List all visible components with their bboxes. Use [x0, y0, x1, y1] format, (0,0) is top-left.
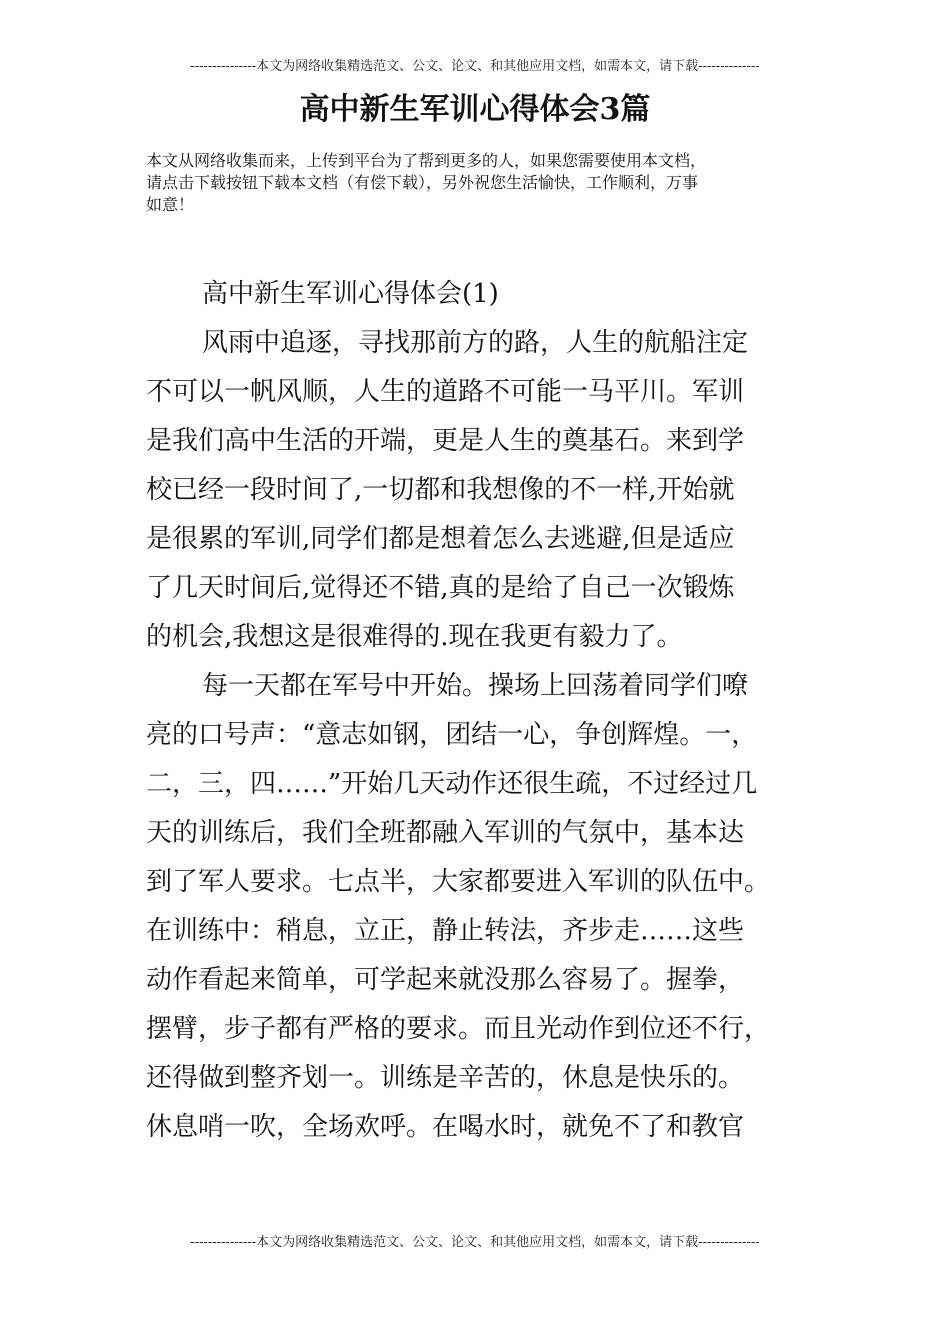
- intro-line: 本文从网络收集而来，上传到平台为了帮到更多的人，如果您需要使用本文档，: [146, 151, 707, 170]
- body-line: 是很累的军训,同学们都是想着怎么去逃避,但是适应: [146, 524, 735, 554]
- body-line: 了几天时间后,觉得还不错,真的是给了自己一次锻炼: [146, 573, 735, 603]
- body-line: 的机会,我想这是很难得的.现在我更有毅力了。: [146, 622, 683, 652]
- body-line: 休息哨一吹，全场欢呼。在喝水时，就免不了和教官: [146, 1112, 745, 1142]
- body-line: 不可以一帆风顺，人生的道路不可能一马平川。军训: [146, 377, 745, 407]
- essay-body: [146, 321, 810, 1154]
- body-line: 在训练中：稍息，立正，静止转法，齐步走……这些: [146, 916, 745, 946]
- body-line: 校已经一段时间了,一切都和我想像的不一样,开始就: [146, 475, 735, 505]
- body-line: 摆臂，步子都有严格的要求。而且光动作到位还不行，: [146, 1014, 771, 1044]
- body-line: 动作看起来简单，可学起来就没那么容易了。握拳，: [146, 965, 745, 995]
- intro-line: 如意！: [146, 195, 195, 214]
- body-line: 风雨中追逐，寻找那前方的路，人生的航船注定: [202, 328, 749, 358]
- body-line: 到了军人要求。七点半，大家都要进入军训的队伍中。: [146, 867, 771, 897]
- body-line: 亮的口号声：“意志如钢，团结一心，争创辉煌。一，: [146, 720, 758, 750]
- body-line: 还得做到整齐划一。训练是辛苦的，休息是快乐的。: [146, 1063, 745, 1093]
- document-title: 高中新生军训心得体会3篇: [299, 92, 651, 127]
- body-line: 每一天都在军号中开始。操场上回荡着同学们嘹: [202, 671, 749, 701]
- body-line: 天的训练后，我们全班都融入军训的气氛中，基本达: [146, 818, 745, 848]
- header-note: ---------------本文为网络收集精选范文、公文、论文、和其他应用文档，如需本文，请下载--------------: [190, 59, 760, 74]
- intro-line: 请点击下载按钮下载本文档（有偿下载），另外祝您生活愉快，工作顺利，万事: [146, 173, 699, 192]
- body-line: 二，三，四……”开始几天动作还很生疏，不过经过几: [146, 769, 758, 799]
- body-line: 是我们高中生活的开端，更是人生的奠基石。来到学: [146, 426, 745, 456]
- footer-note: ---------------本文为网络收集精选范文、公文、论文、和其他应用文档，如需本文，请下载--------------: [190, 1235, 760, 1250]
- intro-paragraph: [146, 150, 810, 216]
- section-heading: 高中新生军训心得体会(1): [202, 279, 499, 309]
